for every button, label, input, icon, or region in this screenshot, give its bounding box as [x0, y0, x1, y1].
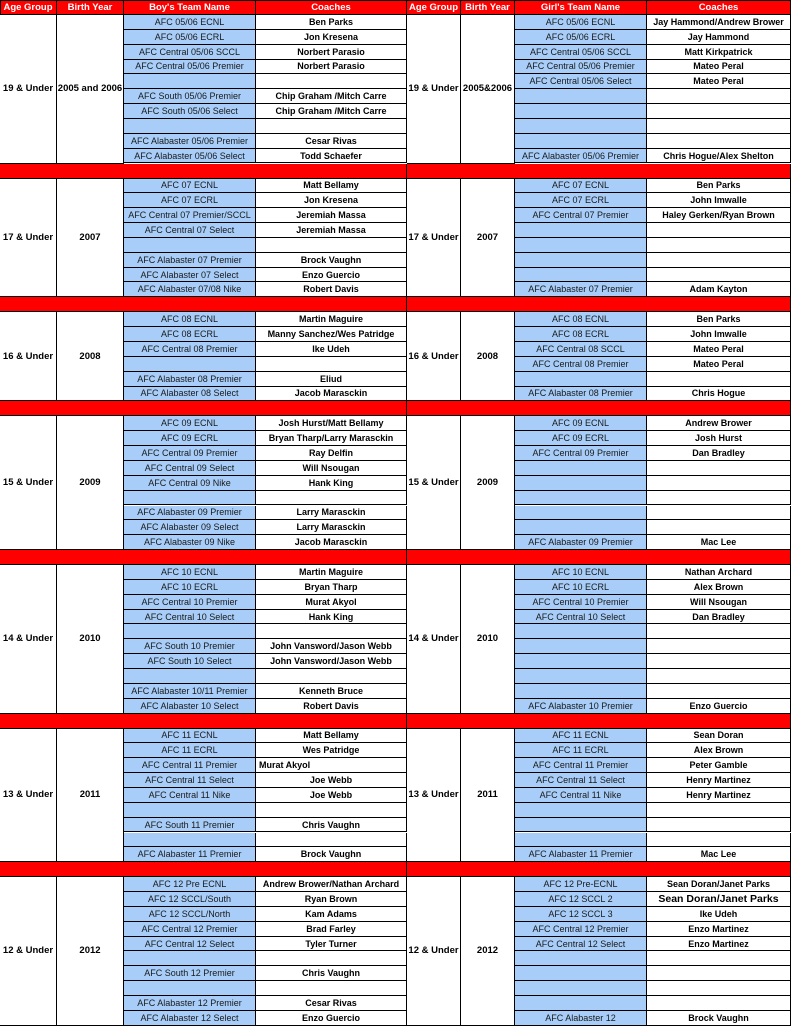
girls-team-name-cell: AFC Central 07 Premier	[515, 208, 647, 223]
girls-coach-cell	[647, 238, 791, 253]
boys-coach-cell: Martin Maguire	[256, 312, 407, 327]
girls-team-name-cell: AFC 09 ECRL	[515, 431, 647, 446]
boys-team-name-cell	[124, 491, 256, 506]
girls-team-name-cell: AFC Central 12 Premier	[515, 922, 647, 937]
girls-coach-cell: Mac Lee	[647, 535, 791, 550]
boys-team-name-cell	[124, 74, 256, 89]
girls-team-name-cell: AFC Central 05/06 Select	[515, 74, 647, 89]
section-divider-right	[407, 550, 791, 565]
boys-age-group-cell: 12 & Under	[0, 877, 57, 1026]
girls-coach-cell: Nathan Archard	[647, 565, 791, 580]
boys-coach-cell	[256, 803, 407, 818]
girls-coach-cell: Chris Hogue	[647, 387, 791, 402]
girls-coach-cell	[647, 966, 791, 981]
boys-birth-year-cell: 2008	[57, 312, 124, 401]
boys-team-name-cell: AFC Central 11 Select	[124, 773, 256, 788]
boys-age-group-cell: 17 & Under	[0, 179, 57, 298]
girls-team-name-cell: AFC 05/06 ECRL	[515, 30, 647, 45]
boys-team-name-cell: AFC Alabaster 12 Premier	[124, 996, 256, 1011]
boys-coach-cell: Joe Webb	[256, 773, 407, 788]
girls-coach-cell: Ben Parks	[647, 312, 791, 327]
girls-birth-year-cell: 2012	[461, 877, 515, 1026]
boys-coach-cell: Brad Farley	[256, 922, 407, 937]
boys-team-name-cell: AFC Alabaster 10 Select	[124, 699, 256, 714]
boys-coach-cell: Matt Bellamy	[256, 179, 407, 194]
boys-team-name-cell: AFC South 05/06 Select	[124, 104, 256, 119]
girls-coach-cell: Sean Doran/Janet Parks	[647, 877, 791, 892]
boys-coach-cell	[256, 951, 407, 966]
boys-team-name-cell: AFC Alabaster 12 Select	[124, 1011, 256, 1026]
girls-team-name-cell: AFC 09 ECNL	[515, 416, 647, 431]
boys-team-name-cell	[124, 981, 256, 996]
boys-team-name-cell: AFC Alabaster 10/11 Premier	[124, 684, 256, 699]
boys-coach-cell: Enzo Guercio	[256, 268, 407, 283]
girls-coach-cell: Matt Kirkpatrick	[647, 45, 791, 60]
boys-team-name-cell: AFC Central 12 Select	[124, 937, 256, 952]
boys-team-name-cell: AFC Alabaster 07 Select	[124, 268, 256, 283]
boys-team-name-cell: AFC 10 ECRL	[124, 580, 256, 595]
girls-age-group-cell: 15 & Under	[407, 416, 461, 550]
girls-coach-cell: Andrew Brower	[647, 416, 791, 431]
boys-team-name-cell: AFC 08 ECRL	[124, 327, 256, 342]
girls-coach-cell	[647, 818, 791, 833]
girls-coach-cell	[647, 624, 791, 639]
girls-team-name-cell: AFC Alabaster 05/06 Premier	[515, 149, 647, 164]
boys-age-group-cell: 15 & Under	[0, 416, 57, 550]
girls-coach-cell: John Imwalle	[647, 193, 791, 208]
girls-team-name-cell: AFC Central 05/06 Premier	[515, 60, 647, 75]
girls-coach-cell: Brock Vaughn	[647, 1011, 791, 1026]
section-divider-right	[407, 714, 791, 729]
boys-team-name-cell: AFC Alabaster 09 Nike	[124, 535, 256, 550]
girls-coach-cell: Dan Bradley	[647, 446, 791, 461]
girls-coach-cell: Alex Brown	[647, 743, 791, 758]
boys-team-name-cell: AFC 12 Pre ECNL	[124, 877, 256, 892]
boys-coach-cell: Will Nsougan	[256, 461, 407, 476]
boys-coach-cell: Bryan Tharp/Larry Marasckin	[256, 431, 407, 446]
boys-coach-cell: Larry Marasckin	[256, 506, 407, 521]
girls-coach-cell: Enzo Martinez	[647, 937, 791, 952]
girls-birth-year-cell: 2005&2006	[461, 15, 515, 164]
girls-coach-cell: Haley Gerken/Ryan Brown	[647, 208, 791, 223]
girls-team-name-cell: AFC Alabaster 10 Premier	[515, 699, 647, 714]
girls-team-name-cell	[515, 134, 647, 149]
girls-team-name-cell: AFC 08 ECNL	[515, 312, 647, 327]
girls-team-name-cell	[515, 268, 647, 283]
section-divider-right	[407, 164, 791, 179]
boys-coach-cell: Jacob Marasckin	[256, 535, 407, 550]
boys-team-name-cell: AFC Central 09 Select	[124, 461, 256, 476]
header-birth-year: Birth Year	[57, 0, 124, 15]
girls-coach-cell	[647, 372, 791, 387]
boys-coach-cell: Chris Vaughn	[256, 966, 407, 981]
boys-team-name-cell: AFC Central 10 Premier	[124, 595, 256, 610]
boys-team-name-cell	[124, 357, 256, 372]
girls-team-name-cell: AFC Central 12 Select	[515, 937, 647, 952]
girls-team-name-cell: AFC 08 ECRL	[515, 327, 647, 342]
girls-team-name-cell: AFC Central 09 Premier	[515, 446, 647, 461]
girls-team-name-cell: AFC 07 ECNL	[515, 179, 647, 194]
boys-team-name-cell: AFC 11 ECNL	[124, 729, 256, 744]
header-age-group: Age Group	[0, 0, 57, 15]
girls-team-name-cell	[515, 372, 647, 387]
boys-coach-cell: Jon Kresena	[256, 30, 407, 45]
girls-team-name-cell	[515, 238, 647, 253]
girls-coach-cell: Peter Gamble	[647, 758, 791, 773]
girls-coach-cell: Mateo Peral	[647, 74, 791, 89]
section-divider-left	[0, 401, 407, 416]
boys-coach-cell: Todd Schaefer	[256, 149, 407, 164]
girls-coach-cell	[647, 506, 791, 521]
girls-age-group-cell: 12 & Under	[407, 877, 461, 1026]
girls-team-name-cell: AFC Alabaster 08 Premier	[515, 387, 647, 402]
boys-coach-cell: Jeremiah Massa	[256, 208, 407, 223]
girls-team-name-cell	[515, 684, 647, 699]
boys-coach-cell: Jacob Marasckin	[256, 387, 407, 402]
girls-team-name-cell	[515, 476, 647, 491]
section-divider-right	[407, 862, 791, 877]
girls-age-group-cell: 14 & Under	[407, 565, 461, 714]
boys-coach-cell	[256, 357, 407, 372]
girls-coach-cell	[647, 134, 791, 149]
girls-team-name-cell	[515, 833, 647, 848]
girls-coach-cell: Dan Bradley	[647, 610, 791, 625]
boys-team-name-cell: AFC Central 10 Select	[124, 610, 256, 625]
girls-coach-cell: Henry Martinez	[647, 788, 791, 803]
boys-coach-cell: Tyler Turner	[256, 937, 407, 952]
girls-team-name-cell: AFC Alabaster 11 Premier	[515, 847, 647, 862]
boys-team-name-cell: AFC Alabaster 08 Premier	[124, 372, 256, 387]
girls-team-name-cell	[515, 803, 647, 818]
boys-team-name-cell: AFC 11 ECRL	[124, 743, 256, 758]
boys-coach-cell: John Vansword/Jason Webb	[256, 639, 407, 654]
girls-coach-cell	[647, 996, 791, 1011]
boys-team-name-cell	[124, 803, 256, 818]
boys-coach-cell: Joe Webb	[256, 788, 407, 803]
girls-team-name-cell: AFC Central 10 Select	[515, 610, 647, 625]
girls-team-name-cell: AFC 07 ECRL	[515, 193, 647, 208]
girls-team-name-cell: AFC Central 10 Premier	[515, 595, 647, 610]
boys-coach-cell	[256, 491, 407, 506]
boys-coach-cell: Enzo Guercio	[256, 1011, 407, 1026]
girls-coach-cell: Enzo Martinez	[647, 922, 791, 937]
boys-team-name-cell	[124, 238, 256, 253]
boys-team-name-cell: AFC 05/06 ECRL	[124, 30, 256, 45]
boys-coach-cell	[256, 238, 407, 253]
girls-team-name-cell: AFC 11 ECRL	[515, 743, 647, 758]
girls-team-name-cell	[515, 491, 647, 506]
girls-coach-cell	[647, 654, 791, 669]
boys-coach-cell: Cesar Rivas	[256, 134, 407, 149]
girls-birth-year-cell: 2007	[461, 179, 515, 298]
boys-coach-cell	[256, 981, 407, 996]
girls-team-name-cell	[515, 253, 647, 268]
girls-coach-cell: Adam Kayton	[647, 282, 791, 297]
boys-birth-year-cell: 2010	[57, 565, 124, 714]
girls-coach-cell: Will Nsougan	[647, 595, 791, 610]
girls-team-name-cell: AFC Alabaster 12	[515, 1011, 647, 1026]
girls-age-group-cell: 16 & Under	[407, 312, 461, 401]
girls-team-name-cell	[515, 639, 647, 654]
boys-coach-cell: Murat Akyol	[256, 758, 407, 773]
boys-coach-cell: Norbert Parasio	[256, 45, 407, 60]
girls-team-name-cell	[515, 104, 647, 119]
boys-coach-cell: Brock Vaughn	[256, 847, 407, 862]
girls-team-name-cell: AFC Central 11 Premier	[515, 758, 647, 773]
boys-coach-cell: Matt Bellamy	[256, 729, 407, 744]
boys-team-name-cell: AFC Central 09 Premier	[124, 446, 256, 461]
boys-coach-cell	[256, 833, 407, 848]
boys-coach-cell: Wes Patridge	[256, 743, 407, 758]
girls-team-name-cell	[515, 966, 647, 981]
girls-team-name-cell: AFC Alabaster 09 Premier	[515, 535, 647, 550]
boys-coach-cell	[256, 119, 407, 134]
girls-age-group-cell: 19 & Under	[407, 15, 461, 164]
girls-coach-cell	[647, 104, 791, 119]
boys-coach-cell	[256, 669, 407, 684]
girls-coach-cell	[647, 684, 791, 699]
boys-team-name-cell	[124, 624, 256, 639]
boys-team-name-cell	[124, 833, 256, 848]
boys-team-name-cell: AFC Central 11 Nike	[124, 788, 256, 803]
girls-team-name-cell: AFC Central 11 Select	[515, 773, 647, 788]
girls-coach-cell: Mateo Peral	[647, 342, 791, 357]
girls-team-name-cell	[515, 461, 647, 476]
girls-coach-cell: Ike Udeh	[647, 907, 791, 922]
boys-coach-cell: Andrew Brower/Nathan Archard	[256, 877, 407, 892]
boys-team-name-cell: AFC 05/06 ECNL	[124, 15, 256, 30]
boys-team-name-cell: AFC Alabaster 07 Premier	[124, 253, 256, 268]
header-girls-age-group: Age Group	[407, 0, 461, 15]
boys-coach-cell: Kenneth Bruce	[256, 684, 407, 699]
girls-team-name-cell: AFC Central 08 SCCL	[515, 342, 647, 357]
girls-age-group-cell: 17 & Under	[407, 179, 461, 298]
header-girls-team-name: Girl's Team Name	[515, 0, 647, 15]
boys-birth-year-cell: 2012	[57, 877, 124, 1026]
boys-team-name-cell: AFC Alabaster 09 Premier	[124, 506, 256, 521]
boys-coach-cell: Larry Marasckin	[256, 520, 407, 535]
boys-team-name-cell: AFC 08 ECNL	[124, 312, 256, 327]
section-divider-left	[0, 550, 407, 565]
girls-age-group-cell: 13 & Under	[407, 729, 461, 863]
boys-team-name-cell: AFC Alabaster 05/06 Select	[124, 149, 256, 164]
boys-team-name-cell: AFC Central 08 Premier	[124, 342, 256, 357]
girls-coach-cell	[647, 981, 791, 996]
boys-team-name-cell: AFC South 05/06 Premier	[124, 89, 256, 104]
boys-team-name-cell: AFC Alabaster 08 Select	[124, 387, 256, 402]
boys-coach-cell: Ryan Brown	[256, 892, 407, 907]
boys-team-name-cell: AFC 10 ECNL	[124, 565, 256, 580]
girls-birth-year-cell: 2009	[461, 416, 515, 550]
girls-coach-cell	[647, 89, 791, 104]
boys-team-name-cell: AFC Alabaster 09 Select	[124, 520, 256, 535]
girls-team-name-cell	[515, 119, 647, 134]
boys-coach-cell: Robert Davis	[256, 282, 407, 297]
boys-coach-cell: Robert Davis	[256, 699, 407, 714]
girls-coach-cell	[647, 223, 791, 238]
girls-coach-cell	[647, 461, 791, 476]
boys-coach-cell: Manny Sanchez/Wes Patridge	[256, 327, 407, 342]
girls-team-name-cell: AFC 05/06 ECNL	[515, 15, 647, 30]
girls-coach-cell: Mac Lee	[647, 847, 791, 862]
girls-team-name-cell: AFC 11 ECNL	[515, 729, 647, 744]
boys-age-group-cell: 13 & Under	[0, 729, 57, 863]
girls-coach-cell: Mateo Peral	[647, 60, 791, 75]
boys-coach-cell: Brock Vaughn	[256, 253, 407, 268]
boys-team-name-cell: AFC 07 ECNL	[124, 179, 256, 194]
boys-team-name-cell: AFC Alabaster 11 Premier	[124, 847, 256, 862]
girls-coach-cell	[647, 803, 791, 818]
girls-team-name-cell: AFC 10 ECRL	[515, 580, 647, 595]
boys-coach-cell: Eliud	[256, 372, 407, 387]
boys-team-name-cell: AFC 12 SCCL/South	[124, 892, 256, 907]
girls-team-name-cell	[515, 981, 647, 996]
boys-team-name-cell: AFC 07 ECRL	[124, 193, 256, 208]
boys-team-name-cell: AFC 12 SCCL/North	[124, 907, 256, 922]
girls-coach-cell: Jay Hammond	[647, 30, 791, 45]
boys-team-name-cell: AFC Central 07 Premier/SCCL	[124, 208, 256, 223]
girls-coach-cell	[647, 639, 791, 654]
boys-coach-cell: Ben Parks	[256, 15, 407, 30]
girls-coach-cell: Josh Hurst	[647, 431, 791, 446]
girls-team-name-cell	[515, 669, 647, 684]
boys-team-name-cell: AFC South 11 Premier	[124, 818, 256, 833]
boys-coach-cell: Chris Vaughn	[256, 818, 407, 833]
boys-birth-year-cell: 2007	[57, 179, 124, 298]
boys-team-name-cell: AFC Central 05/06 Premier	[124, 60, 256, 75]
girls-coach-cell: Ben Parks	[647, 179, 791, 194]
boys-coach-cell: Norbert Parasio	[256, 60, 407, 75]
boys-coach-cell	[256, 74, 407, 89]
girls-coach-cell	[647, 491, 791, 506]
section-divider-right	[407, 297, 791, 312]
girls-team-name-cell: AFC 10 ECNL	[515, 565, 647, 580]
girls-coach-cell	[647, 833, 791, 848]
girls-team-name-cell: AFC 12 SCCL 2	[515, 892, 647, 907]
section-divider-left	[0, 164, 407, 179]
girls-team-name-cell: AFC Central 11 Nike	[515, 788, 647, 803]
girls-team-name-cell	[515, 624, 647, 639]
girls-team-name-cell	[515, 654, 647, 669]
boys-coach-cell: Chip Graham /Mitch Carre	[256, 89, 407, 104]
boys-coach-cell: Cesar Rivas	[256, 996, 407, 1011]
boys-team-name-cell: AFC Alabaster 05/06 Premier	[124, 134, 256, 149]
girls-birth-year-cell: 2008	[461, 312, 515, 401]
boys-team-name-cell: AFC Central 05/06 SCCL	[124, 45, 256, 60]
girls-coach-cell	[647, 119, 791, 134]
boys-birth-year-cell: 2009	[57, 416, 124, 550]
boys-age-group-cell: 14 & Under	[0, 565, 57, 714]
boys-birth-year-cell: 2005 and 2006	[57, 15, 124, 164]
girls-coach-cell	[647, 268, 791, 283]
section-divider-left	[0, 297, 407, 312]
boys-coach-cell: Ray Delfin	[256, 446, 407, 461]
boys-coach-cell: Jon Kresena	[256, 193, 407, 208]
girls-coach-cell: John Imwalle	[647, 327, 791, 342]
girls-coach-cell: Mateo Peral	[647, 357, 791, 372]
girls-coach-cell: Enzo Guercio	[647, 699, 791, 714]
boys-coach-cell: Hank King	[256, 476, 407, 491]
girls-team-name-cell: AFC Central 08 Premier	[515, 357, 647, 372]
boys-team-name-cell	[124, 951, 256, 966]
girls-team-name-cell	[515, 520, 647, 535]
girls-team-name-cell: AFC Central 05/06 SCCL	[515, 45, 647, 60]
boys-birth-year-cell: 2011	[57, 729, 124, 863]
boys-coach-cell: Hank King	[256, 610, 407, 625]
boys-coach-cell: Martin Maguire	[256, 565, 407, 580]
girls-team-name-cell: AFC 12 Pre-ECNL	[515, 877, 647, 892]
boys-age-group-cell: 16 & Under	[0, 312, 57, 401]
girls-coach-cell: Sean Doran/Janet Parks	[647, 892, 791, 907]
boys-coach-cell: Ike Udeh	[256, 342, 407, 357]
boys-team-name-cell: AFC South 10 Select	[124, 654, 256, 669]
girls-team-name-cell	[515, 951, 647, 966]
girls-team-name-cell	[515, 89, 647, 104]
girls-coach-cell	[647, 951, 791, 966]
boys-team-name-cell: AFC Alabaster 07/08 Nike	[124, 282, 256, 297]
section-divider-left	[0, 862, 407, 877]
girls-team-name-cell	[515, 818, 647, 833]
boys-coach-cell: John Vansword/Jason Webb	[256, 654, 407, 669]
girls-coach-cell	[647, 520, 791, 535]
boys-team-name-cell: AFC Central 07 Select	[124, 223, 256, 238]
boys-coach-cell	[256, 624, 407, 639]
girls-coach-cell: Henry Martinez	[647, 773, 791, 788]
girls-team-name-cell: AFC Alabaster 07 Premier	[515, 282, 647, 297]
girls-team-name-cell	[515, 223, 647, 238]
girls-team-name-cell	[515, 506, 647, 521]
boys-team-name-cell: AFC Central 09 Nike	[124, 476, 256, 491]
boys-coach-cell: Kam Adams	[256, 907, 407, 922]
section-divider-right	[407, 401, 791, 416]
girls-team-name-cell	[515, 996, 647, 1011]
boys-team-name-cell	[124, 669, 256, 684]
header-boys-coaches: Coaches	[256, 0, 407, 15]
boys-team-name-cell: AFC Central 12 Premier	[124, 922, 256, 937]
girls-team-name-cell: AFC 12 SCCL 3	[515, 907, 647, 922]
header-boys-team-name: Boy's Team Name	[124, 0, 256, 15]
boys-team-name-cell: AFC 09 ECRL	[124, 431, 256, 446]
boys-coach-cell: Murat Akyol	[256, 595, 407, 610]
girls-coach-cell: Sean Doran	[647, 729, 791, 744]
girls-coach-cell: Alex Brown	[647, 580, 791, 595]
boys-team-name-cell: AFC Central 11 Premier	[124, 758, 256, 773]
boys-coach-cell: Chip Graham /Mitch Carre	[256, 104, 407, 119]
boys-coach-cell: Jeremiah Massa	[256, 223, 407, 238]
boys-team-name-cell: AFC South 12 Premier	[124, 966, 256, 981]
girls-coach-cell	[647, 669, 791, 684]
girls-coach-cell: Jay Hammond/Andrew Brower	[647, 15, 791, 30]
boys-coach-cell: Bryan Tharp	[256, 580, 407, 595]
header-girls-birth-year: Birth Year	[461, 0, 515, 15]
section-divider-left	[0, 714, 407, 729]
boys-coach-cell: Josh Hurst/Matt Bellamy	[256, 416, 407, 431]
girls-birth-year-cell: 2010	[461, 565, 515, 714]
boys-team-name-cell: AFC South 10 Premier	[124, 639, 256, 654]
boys-team-name-cell	[124, 119, 256, 134]
girls-coach-cell	[647, 253, 791, 268]
girls-coach-cell: Chris Hogue/Alex Shelton	[647, 149, 791, 164]
boys-age-group-cell: 19 & Under	[0, 15, 57, 164]
boys-team-name-cell: AFC 09 ECNL	[124, 416, 256, 431]
girls-birth-year-cell: 2011	[461, 729, 515, 863]
girls-coach-cell	[647, 476, 791, 491]
header-girls-coaches: Coaches	[647, 0, 791, 15]
